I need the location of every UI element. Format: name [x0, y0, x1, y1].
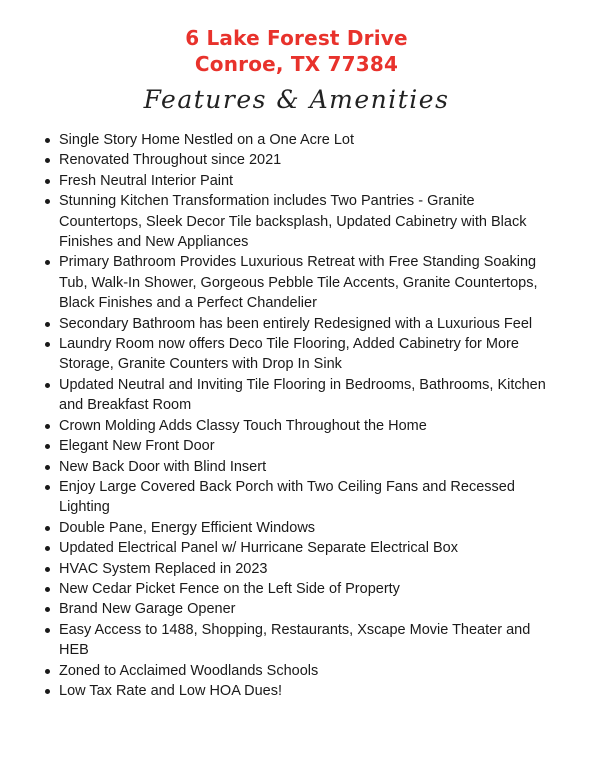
feature-text: Single Story Home Nestled on a One Acre Lot — [59, 132, 354, 148]
feature-item — [42, 538, 554, 558]
address-line-2: Conroe, TX 77384 — [194, 52, 399, 76]
feature-item — [42, 620, 554, 661]
feature-item — [42, 477, 554, 518]
feature-item — [42, 191, 554, 252]
bullet-icon — [45, 669, 50, 674]
feature-text: New Back Door with Blind Insert — [59, 458, 267, 475]
bullet-icon — [45, 628, 50, 633]
bullet-icon — [45, 607, 50, 612]
feature-item — [42, 681, 554, 701]
feature-text: Renovated Throughout since 2021 — [59, 152, 282, 169]
bullet-icon — [45, 383, 50, 388]
feature-item — [42, 130, 554, 150]
features-list — [42, 130, 554, 701]
feature-text: Secondary Bathroom has been entirely Redesigned with a Luxurious Feel — [59, 315, 533, 332]
feature-text: Updated Electrical Panel w/ Hurricane Separate Electrical Box — [59, 540, 458, 557]
feature-item — [42, 436, 554, 456]
bullet-icon — [45, 199, 50, 204]
address-line-1: 6 Lake Forest Drive — [185, 26, 408, 50]
feature-text: Brand New Garage Opener — [59, 601, 236, 618]
feature-text: Elegant New Front Door — [59, 438, 215, 455]
bullet-icon — [45, 179, 50, 184]
feature-item — [42, 661, 554, 681]
bullet-icon — [45, 342, 50, 347]
feature-text: Updated Neutral and Inviting Tile Flooring in Bedrooms, Bathrooms, Kitchen and Breakfast Room — [59, 376, 546, 414]
feature-text: Zoned to Acclaimed Woodlands Schools — [59, 662, 319, 679]
bullet-icon — [45, 260, 50, 265]
feature-text: Primary Bathroom Provides Luxurious Retreat with Free Standing Soaking Tub, Walk-In Shower, Gorgeous Pebble Tile Accents, Granite Countertops, Black Finishes and a Perfect Chandelier — [59, 254, 538, 312]
feature-item — [42, 457, 554, 477]
bullet-icon — [45, 465, 50, 470]
bullet-icon — [45, 138, 50, 143]
feature-text: New Cedar Picket Fence on the Left Side of Property — [59, 580, 400, 597]
bullet-icon — [45, 567, 50, 572]
bullet-icon — [45, 444, 50, 449]
feature-item — [42, 334, 554, 375]
bullet-icon — [45, 587, 50, 592]
feature-item — [42, 314, 554, 334]
feature-text: Laundry Room now offers Deco Tile Flooring, Added Cabinetry for More Storage, Granite Counters with Drop In Sink — [59, 336, 519, 373]
feature-text: Fresh Neutral Interior Paint — [59, 172, 234, 189]
feature-item — [42, 559, 554, 579]
bullet-icon — [45, 689, 50, 694]
features-heading: Features & Amenities — [143, 85, 450, 114]
feature-item — [42, 579, 554, 599]
bullet-icon — [45, 424, 50, 429]
feature-item — [42, 171, 554, 191]
feature-text: Double Pane, Energy Efficient Windows — [59, 519, 316, 536]
feature-text: Enjoy Large Covered Back Porch with Two Ceiling Fans and Recessed Lighting — [59, 478, 515, 516]
bullet-icon — [45, 526, 50, 531]
bullet-icon — [45, 158, 50, 163]
bullet-icon — [45, 546, 50, 551]
feature-item — [42, 518, 554, 538]
feature-text: Crown Molding Adds Classy Touch Throughout the Home — [59, 417, 427, 434]
feature-text: HVAC System Replaced in 2023 — [59, 560, 268, 577]
feature-text: Stunning Kitchen Transformation includes Two Pantries - Granite Countertops, Sleek Decor Tile backsplash, Updated Cabinetry with Black Finishes and New Appliances — [59, 193, 527, 251]
feature-item — [42, 599, 554, 619]
feature-item — [42, 375, 554, 416]
feature-text: Easy Access to 1488, Shopping, Restaurants, Xscape Movie Theater and HEB — [59, 621, 531, 659]
feature-item — [42, 252, 554, 313]
feature-item — [42, 416, 554, 436]
feature-text: Low Tax Rate and Low HOA Dues! — [59, 682, 282, 699]
bullet-icon — [45, 485, 50, 490]
feature-item — [42, 150, 554, 170]
bullet-icon — [45, 322, 50, 327]
